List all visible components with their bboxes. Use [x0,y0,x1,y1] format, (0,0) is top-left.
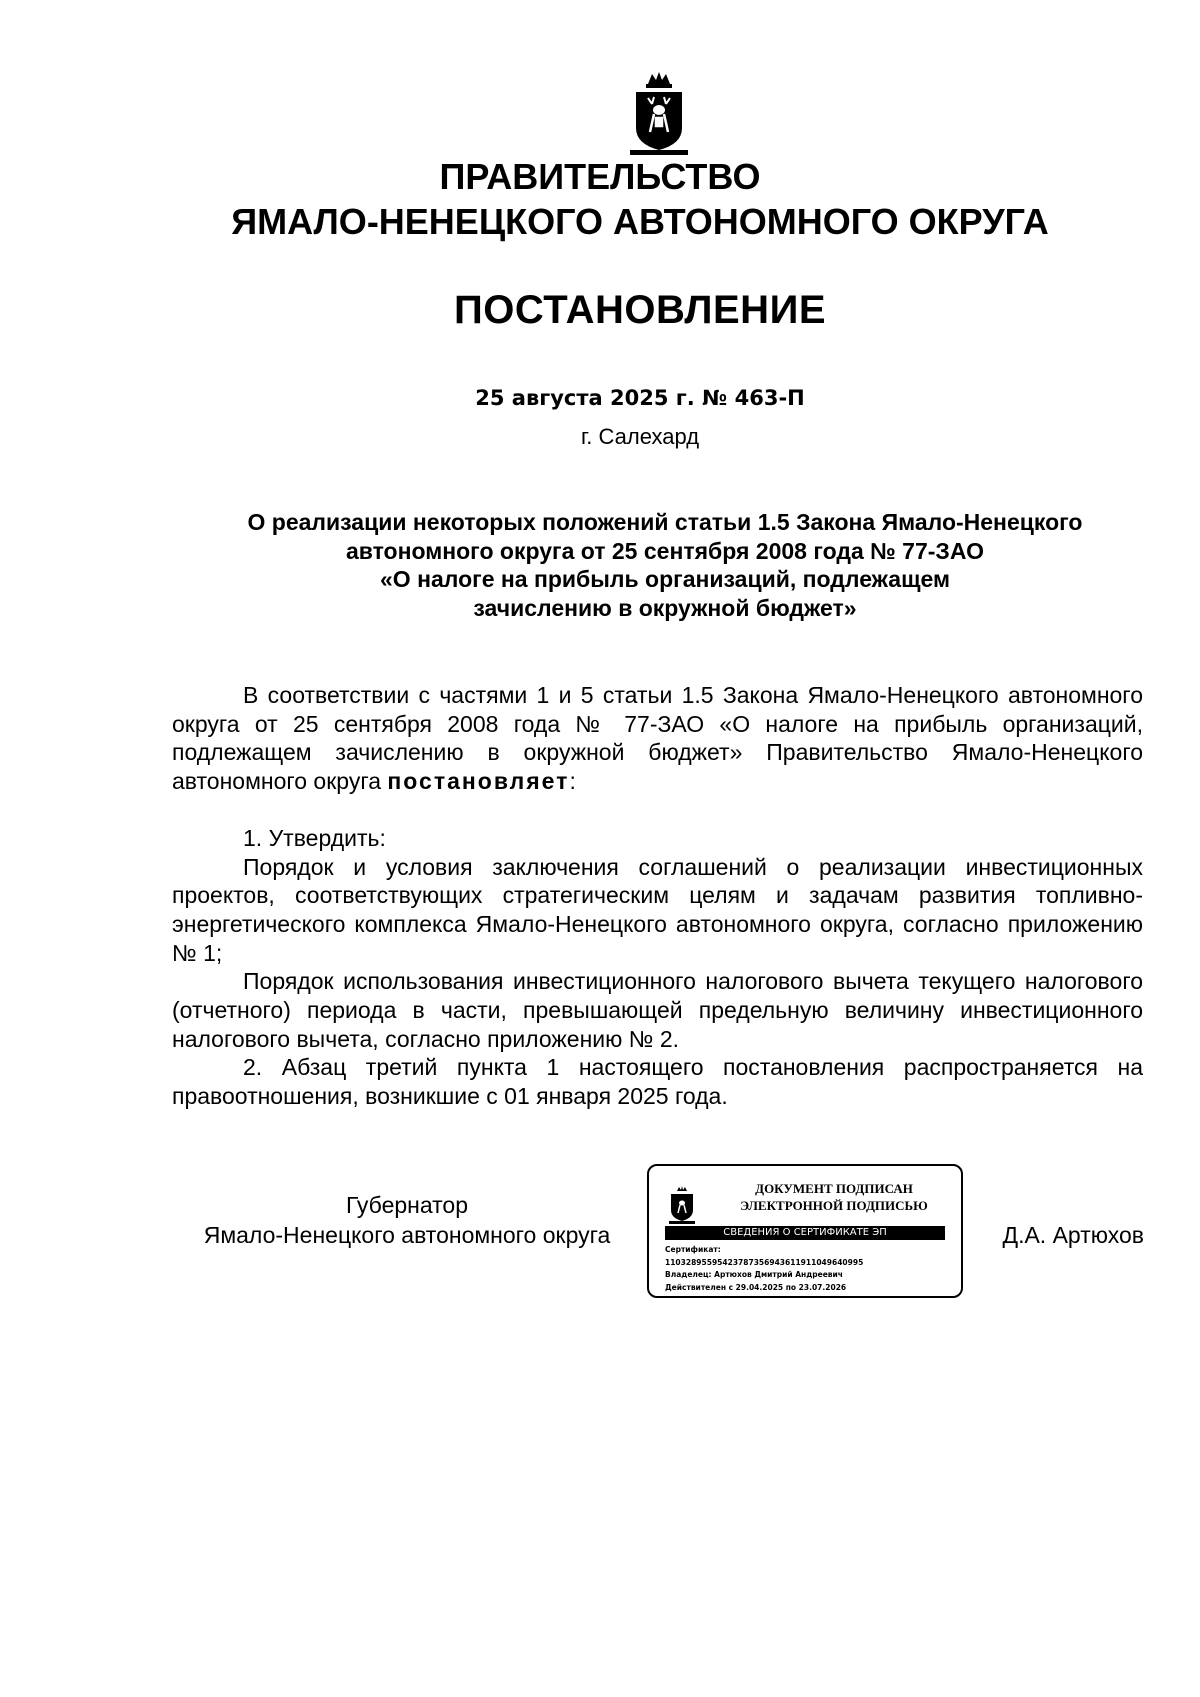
preamble-paragraph [172,681,1143,796]
electronic-signature-stamp [647,1164,963,1298]
position-line: Губернатор [345,1192,469,1218]
coat-of-arms-icon [624,70,694,156]
coat-of-arms-icon [667,1186,697,1224]
item-2: 2. Абзац третий пункта 1 настоящего постановления распространяется на правоотношения, возникшие с 01 января 2025 года. [172,1054,1143,1110]
cert-owner: Владелец: Артюхов Дмитрий Андреевич [665,1270,843,1279]
title-line: «О налоге на прибыль организаций, подлежащем [380,566,950,592]
item-1-subparagraph-a: Порядок и условия заключения соглашений о реализации инвестиционных проектов, соответствующих стратегическим целям и задачам развития топливно-энергетического комплекса Ямало-Ненецкого автономного округа, согласно приложению № 1; [172,853,1143,966]
stamp-heading [714,1180,954,1214]
position-line: Ямало-Ненецкого автономного округа [203,1222,611,1248]
org-name-line2: ЯМАЛО-НЕНЕЦКОГО АВТОНОМНОГО ОКРУГА [231,201,1049,242]
document-body [172,681,1143,1111]
item-1: 1. Утвердить: [243,824,386,851]
cert-label: Сертификат: [665,1245,721,1254]
stamp-heading-line: ЭЛЕКТРОННОЙ ПОДПИСЬЮ [740,1198,928,1213]
cert-number: 11032895595423787356943611911049640995 [665,1257,864,1267]
preamble-colon: : [569,768,576,795]
signatory-position [172,1190,642,1250]
stamp-heading-line: ДОКУМЕНТ ПОДПИСАН [755,1181,913,1196]
document-type: ПОСТАНОВЛЕНИЕ [453,288,826,332]
item-1-subparagraph-b: Порядок использования инвестиционного налогового вычета текущего налогового (отчетного) периода в части, превышающей предельную величину инвестиционного налогового вычета, согласно приложению № 2. [172,968,1143,1052]
title-line: автономного округа от 25 сентября 2008 года № 77-ЗАО [345,537,985,564]
city: г. Салехард [580,424,700,449]
certificate-details [665,1244,955,1294]
decree-verb: постановляет [387,768,570,795]
title-line: О реализации некоторых положений статьи 1.5 Закона Ямало-Ненецкого [247,509,1083,535]
date-and-number: 25 августа 2025 г. № 463-П [475,386,805,410]
title-line: зачислению в окружной бюджет» [473,594,857,621]
signatory-name: Д.А. Артюхов [1002,1222,1144,1248]
document-title [170,508,1160,622]
certificate-info-bar: СВЕДЕНИЯ О СЕРТИФИКАТЕ ЭП [665,1226,945,1240]
cert-validity: Действителен с 29.04.2025 по 23.07.2026 [665,1282,847,1292]
signature-block [0,1190,1200,1340]
org-name-line1: ПРАВИТЕЛЬСТВО [439,156,761,197]
preamble-text: В соответствии с частями 1 и 5 статьи 1.5 Закона Ямало-Ненецкого автономного округа от 25 сентября 2008 года № 77-ЗАО «О налоге на прибыль организаций, подлежащем зачислению в окружной бюджет» Правительство Ямало-Ненецкого автономного округа [172,682,1143,795]
